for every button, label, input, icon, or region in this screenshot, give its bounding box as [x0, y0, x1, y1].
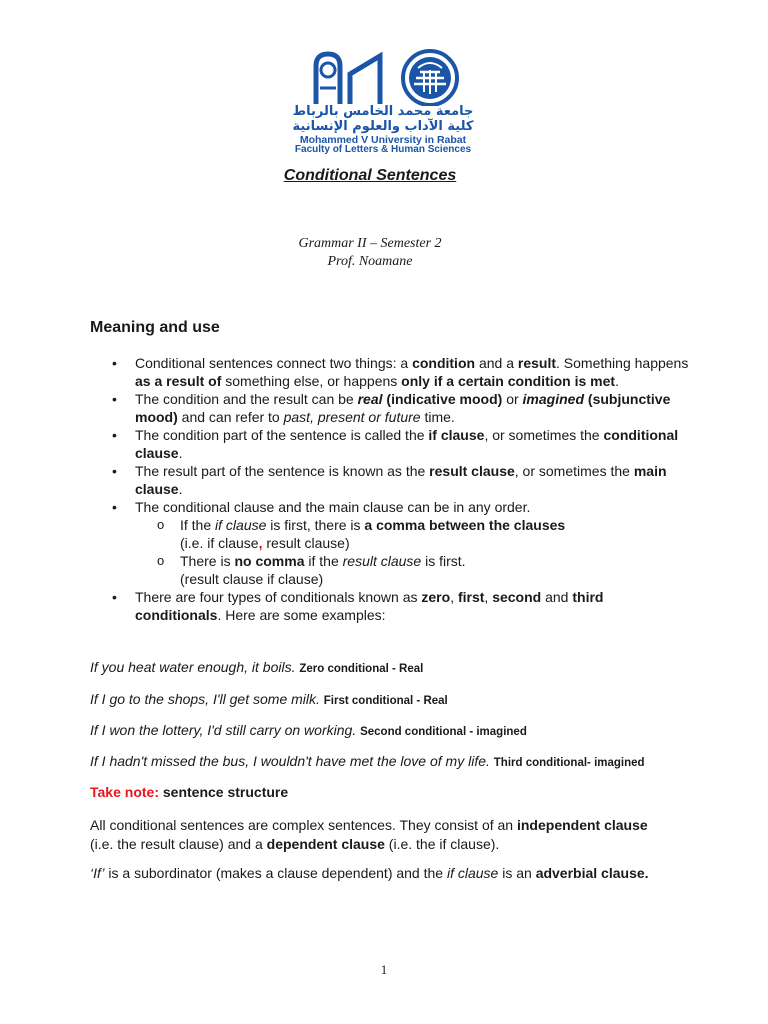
list-item: • The condition part of the sentence is called the if clause, or sometimes the conditional clause.: [90, 426, 690, 462]
logo-emblem-icon: [280, 48, 490, 106]
logo-english-line-1: Mohammed V University in Rabat: [299, 134, 467, 146]
order-sub-list: [135, 516, 690, 588]
paragraph-subordinator: ‘If’ is a subordinator (makes a clause dependent) and the if clause is an adverbial clause.: [90, 865, 649, 881]
section-heading: Meaning and use: [90, 319, 220, 336]
example-zero: If you heat water enough, it boils. Zero conditional - Real: [90, 659, 424, 675]
professor-name: Prof. Noamane: [327, 254, 413, 269]
list-item: • Conditional sentences connect two things: a condition and a result. Something happens as a result of something else, or happens only if a certain condition is met.: [90, 354, 690, 390]
list-item: • The condition and the result can be real (indicative mood) or imagined (subjunctive mood) and can refer to past, present or future time.: [90, 390, 690, 426]
logo-arabic-line-2: كلية الآداب والعلوم الإنسانية: [292, 119, 474, 134]
logo-english-line-2: Faculty of Letters & Human Sciences: [294, 144, 472, 155]
course-name: Grammar II – Semester 2: [298, 236, 442, 251]
example-second: If I won the lottery, I'd still carry on working. Second conditional - imagined: [90, 722, 527, 738]
example-third: If I hadn't missed the bus, I wouldn't have met the love of my life. Third conditional- imagined: [90, 753, 645, 769]
list-item: o If the if clause is first, there is a comma between the clauses (i.e. if clause, result clause): [135, 516, 690, 552]
list-item: • The conditional clause and the main clause can be in any order. o If the if clause is first, there is a comma between the clauses (i.e. if clause, result clause) o There is no comma if the result clause is first. (result clause if clause): [90, 498, 690, 588]
list-item: o There is no comma if the result clause is first. (result clause if clause): [135, 552, 690, 588]
document-title: Conditional Sentences: [283, 167, 457, 184]
meaning-bullet-list: [90, 354, 690, 624]
logo-arabic-line-1: جامعة محمد الخامس بالرباط: [292, 104, 474, 119]
example-first: If I go to the shops, I'll get some milk. First conditional - Real: [90, 691, 448, 707]
take-note-heading: Take note: sentence structure: [90, 784, 289, 800]
page-number: 1: [380, 962, 388, 977]
paragraph-complex-sentences: All conditional sentences are complex sentences. They consist of an independent clause (i.e. the result clause) and a dependent clause (i.e. the if clause).: [90, 817, 648, 852]
list-item: • The result part of the sentence is known as the result clause, or sometimes the main clause.: [90, 462, 690, 498]
list-item: • There are four types of conditionals known as zero, first, second and third conditionals. Here are some examples:: [90, 588, 690, 624]
